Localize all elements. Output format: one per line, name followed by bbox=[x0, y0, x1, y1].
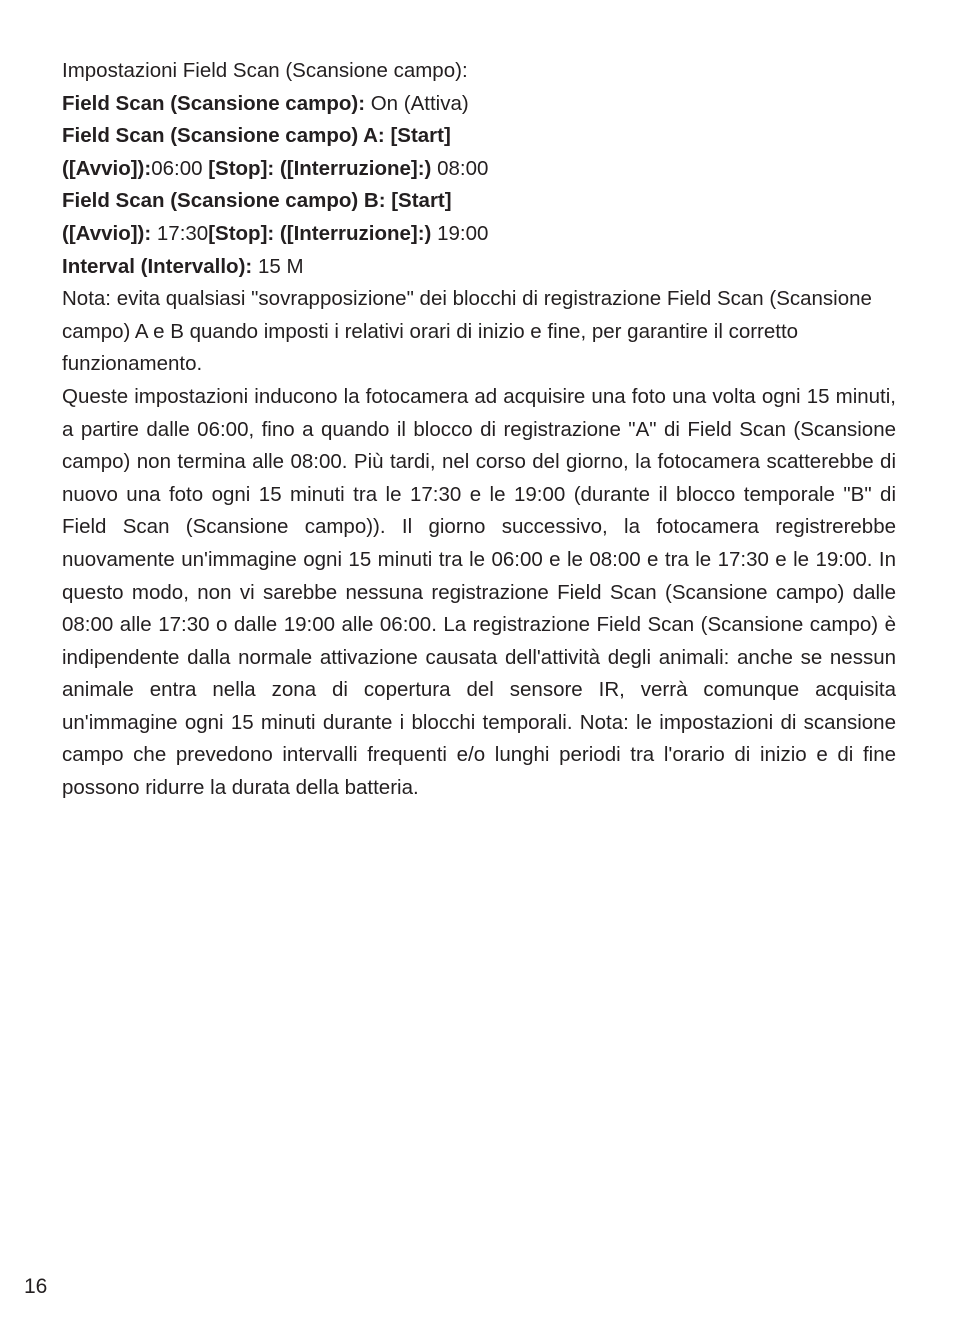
block-b-stop-label: [Stop]: ([Interruzione]:) bbox=[208, 221, 432, 245]
field-scan-value: On (Attiva) bbox=[365, 91, 469, 115]
block-b-start-value: 17:30 bbox=[151, 221, 209, 245]
block-b-stop-value: 19:00 bbox=[431, 221, 489, 245]
block-a-start-value: 06:00 bbox=[151, 156, 209, 180]
page-number: 16 bbox=[24, 1275, 48, 1298]
block-a-stop-label: [Stop]: ([Interruzione]:) bbox=[208, 156, 432, 180]
overlap-note: Nota: evita qualsiasi "sovrapposizione" dei blocchi di registrazione Field Scan (Scansione campo) A e B quando imposti i relativi orari di inizio e fine, per garantire il corretto funzionamento. bbox=[62, 287, 872, 376]
block-b-start-label: Field Scan (Scansione campo) B: [Start] ([Avvio]): bbox=[62, 189, 452, 245]
settings-values bbox=[62, 88, 532, 284]
field-scan-label: Field Scan (Scansione campo): bbox=[62, 91, 366, 115]
block-a-start-label: Field Scan (Scansione campo) A: [Start] ([Avvio]): bbox=[62, 124, 451, 180]
settings-heading: Impostazioni Field Scan (Scansione campo): bbox=[62, 59, 468, 82]
interval-value: 15 M bbox=[252, 254, 304, 278]
field-scan-settings bbox=[62, 55, 532, 283]
page-content bbox=[62, 55, 908, 805]
interval-label: Interval (Intervallo): bbox=[62, 254, 253, 278]
explanation-paragraph: Queste impostazioni inducono la fotocamera ad acquisire una foto una volta ogni 15 minuti, a partire dalle 06:00, fino a quando il blocco di registrazione "A" di Field Scan (Scansione campo) non termina alle 08:00. Più tardi, nel corso del giorno, la fotocamera scatterebbe di nuovo una foto ogni 15 minuti tra le 17:30 e le 19:00 (durante il blocco temporale "B" di Field Scan (Scansione campo)). Il giorno successivo, la fotocamera registrerebbe nuovamente un'immagine ogni 15 minuti tra le 06:00 e le 08:00 e tra le 17:30 e le 19:00. In questo modo, non vi sarebbe nessuna registrazione Field Scan (Scansione campo) dalle 08:00 alle 17:30 o dalle 19:00 alle 06:00. La registrazione Field Scan (Scansione campo) è indipendente dalla normale attivazione causata dell'attività degli animali: anche se nessun animale entra nella zona di copertura del sensore IR, verrà comunque acquisita un'immagine ogni 15 minuti durante i blocchi temporali. Nota: le impostazioni di scansione campo che prevedono intervalli frequenti e/o lunghi periodi tra l'orario di inizio e di fine possono ridurre la durata della batteria. bbox=[62, 384, 896, 800]
block-a-stop-value: 08:00 bbox=[431, 156, 489, 180]
